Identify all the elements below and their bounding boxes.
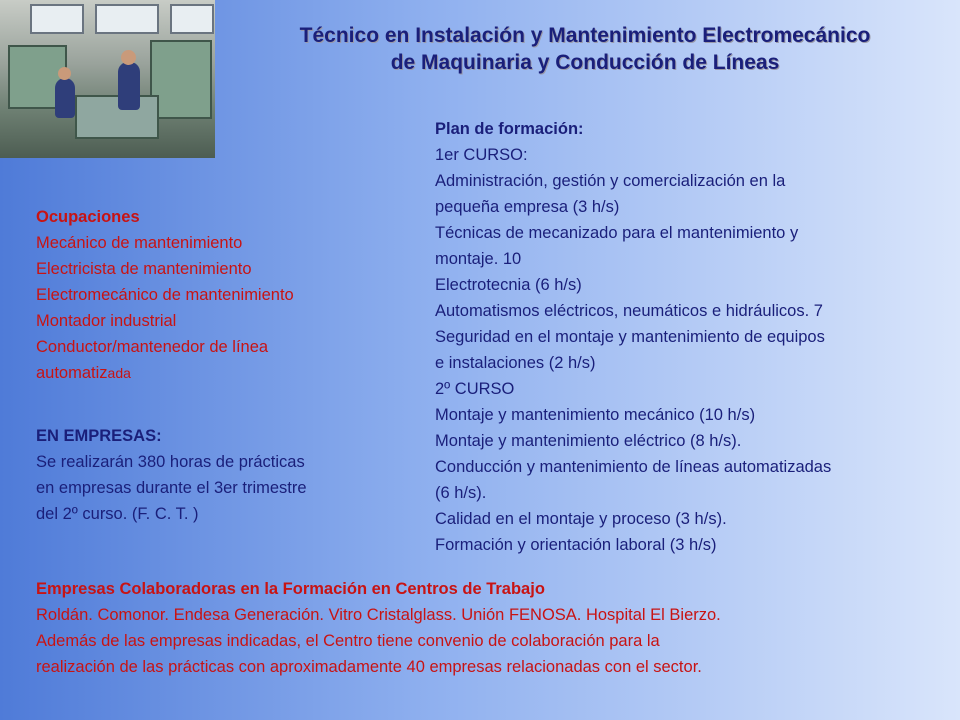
plan-line: pequeña empresa (3 h/s) — [435, 198, 620, 216]
plan-line: (6 h/s). — [435, 484, 487, 502]
plan-line: Montaje y mantenimiento mecánico (10 h/s) — [435, 406, 756, 424]
plan-line: Formación y orientación laboral (3 h/s) — [435, 536, 717, 554]
title-line-2: de Maquinaria y Conducción de Líneas — [390, 51, 780, 74]
ocupacion-item — [36, 360, 294, 386]
empresas-colaboradoras-section — [36, 576, 721, 680]
plan-line: Automatismos eléctricos, neumáticos e hidráulicos. 7 — [435, 302, 823, 320]
plan-line: e instalaciones (2 h/s) — [435, 354, 596, 372]
ocupacion-last-a: automatiz — [36, 364, 108, 382]
en-empresas-section — [36, 423, 307, 527]
plan-line: 2º CURSO — [435, 380, 515, 398]
colaboradoras-heading: Empresas Colaboradoras en la Formación en Centros de Trabajo — [36, 580, 545, 598]
colaboradoras-line: Roldán. Comonor. Endesa Generación. Vitro Cristalglass. Unión FENOSA. Hospital El Bierzo. — [36, 606, 721, 624]
page-title — [230, 22, 940, 76]
plan-line: montaje. 10 — [435, 250, 522, 268]
plan-line: Montaje y mantenimiento eléctrico (8 h/s). — [435, 432, 742, 450]
workshop-photo — [0, 0, 215, 158]
plan-line: Calidad en el montaje y proceso (3 h/s). — [435, 510, 727, 528]
plan-line: Seguridad en el montaje y mantenimiento de equipos — [435, 328, 825, 346]
ocupacion-item: Montador industrial — [36, 312, 177, 330]
ocupaciones-section — [36, 204, 294, 386]
plan-heading: Plan de formación: — [435, 120, 584, 138]
title-line-1: Técnico en Instalación y Mantenimiento Electromecánico — [299, 24, 871, 47]
ocupacion-item: Mecánico de mantenimiento — [36, 234, 243, 252]
plan-line: Electrotecnia (6 h/s) — [435, 276, 582, 294]
ocupacion-item: Electricista de mantenimiento — [36, 260, 252, 278]
plan-line: Técnicas de mecanizado para el mantenimiento y — [435, 224, 799, 242]
ocupacion-last-b: ada — [107, 365, 131, 381]
ocupacion-item: Electromecánico de mantenimiento — [36, 286, 294, 304]
plan-formacion-section — [435, 116, 831, 558]
en-empresas-line: Se realizarán 380 horas de prácticas — [36, 453, 305, 471]
colaboradoras-line: Además de las empresas indicadas, el Centro tiene convenio de colaboración para la — [36, 632, 660, 650]
colaboradoras-line: realización de las prácticas con aproximadamente 40 empresas relacionadas con el sector. — [36, 658, 702, 676]
en-empresas-heading: EN EMPRESAS: — [36, 427, 162, 445]
plan-line: Administración, gestión y comercialización en la — [435, 172, 786, 190]
en-empresas-line: en empresas durante el 3er trimestre — [36, 479, 307, 497]
ocupaciones-heading: Ocupaciones — [36, 208, 140, 226]
plan-line: Conducción y mantenimiento de líneas automatizadas — [435, 458, 832, 476]
plan-line: 1er CURSO: — [435, 146, 528, 164]
ocupacion-item: Conductor/mantenedor de línea — [36, 338, 269, 356]
en-empresas-line: del 2º curso. (F. C. T. ) — [36, 505, 199, 523]
